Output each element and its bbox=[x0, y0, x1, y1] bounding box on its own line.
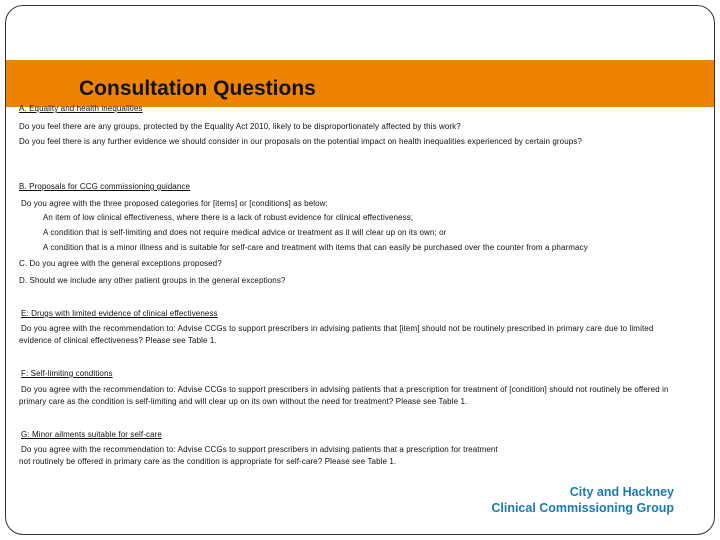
section-f-heading: F: Self-limiting conditions bbox=[21, 369, 113, 378]
section-a-heading: A. Equality and health inequalities bbox=[19, 104, 143, 113]
section-g-question-line-1: Do you agree with the recommendation to: Advise CCGs to support prescribers in advising patients that a prescription for treatment bbox=[21, 445, 498, 454]
section-c-question: C. Do you agree with the general exceptions proposed? bbox=[19, 259, 222, 268]
page-title: Consultation Questions bbox=[79, 77, 316, 100]
section-b-item: A condition that is a minor illness and is suitable for self-care and treatment with items that can easily be purchased over the counter from a pharmacy bbox=[43, 243, 588, 252]
logo-line-2: Clinical Commissioning Group bbox=[491, 501, 674, 515]
section-b-item: A condition that is self-limiting and does not require medical advice or treatment as it will clear up on its own; or bbox=[43, 228, 447, 237]
section-a-question-2: Do you feel there is any further evidence we should consider in our proposals on the potential impact on health inequalities experienced by certain groups? bbox=[19, 137, 582, 146]
section-f-question: Do you agree with the recommendation to: Advise CCGs to support prescribers in advising patients that a prescription for treatment of [condition] should not routinely be offered in primary care as the condition is self-limiting and will clear up on its own without the need for treatment? Please see Table 1. bbox=[19, 385, 669, 406]
section-b-question: Do you agree with the three proposed categories for [items] or [conditions] as below: bbox=[21, 199, 328, 208]
logo-line-1: City and Hackney bbox=[569, 485, 674, 499]
section-b-heading: B. Proposals for CCG commissioning guidance bbox=[19, 182, 191, 191]
ccg-logo bbox=[491, 484, 674, 516]
section-b-item: An item of low clinical effectiveness, where there is a lack of robust evidence for clinical effectiveness; bbox=[43, 213, 414, 222]
section-d-question: D. Should we include any other patient groups in the general exceptions? bbox=[19, 276, 286, 285]
section-e-heading: E: Drugs with limited evidence of clinical effectiveness bbox=[21, 309, 218, 318]
section-a-question-1: Do you feel there are any groups, protected by the Equality Act 2010, likely to be disproportionately affected by this work? bbox=[19, 122, 461, 131]
section-g-question-line-2: not routinely be offered in primary care as the condition is appropriate for self-care? Please see Table 1. bbox=[19, 457, 397, 466]
section-e-question: Do you agree with the recommendation to: Advise CCGs to support prescribers in advising patients that [item] should not be routinely prescribed in primary care due to limited evidence of clinical effectiveness? Please see Table 1. bbox=[19, 324, 654, 345]
section-g-heading: G: Minor ailments suitable for self-care bbox=[21, 430, 162, 439]
